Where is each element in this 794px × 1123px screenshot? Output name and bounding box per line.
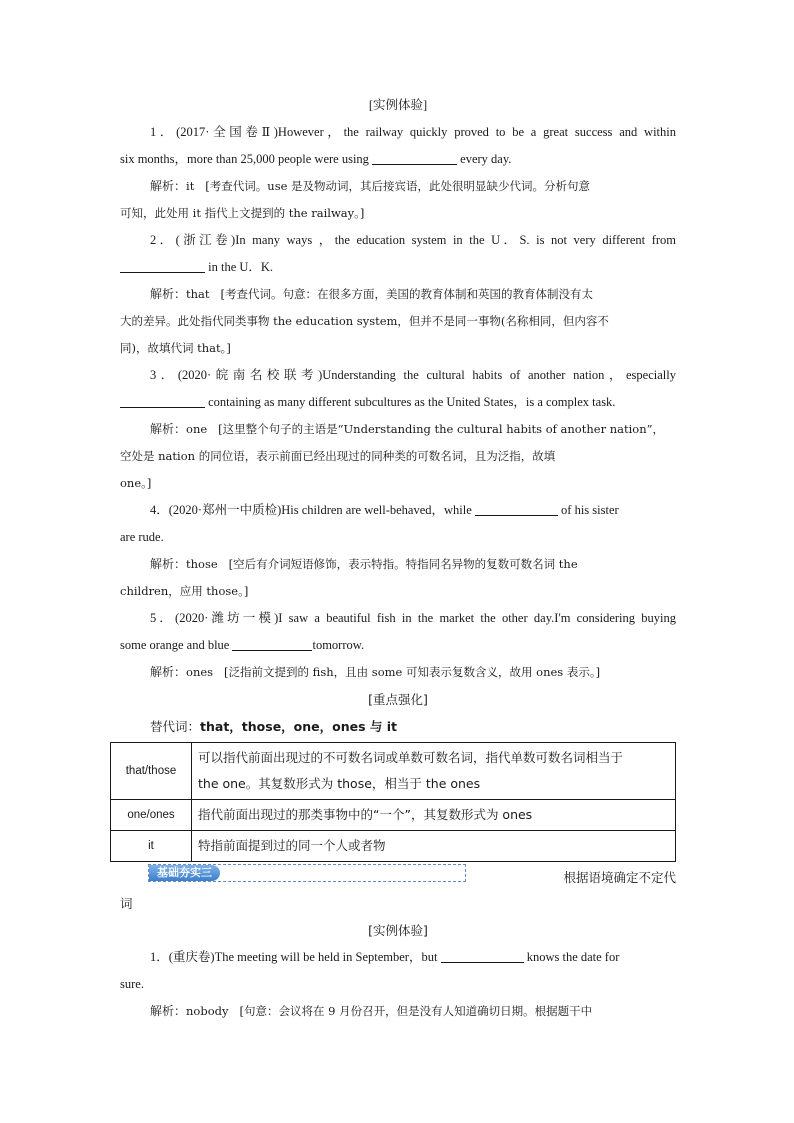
answer-blank[interactable] — [232, 636, 312, 651]
answer-2-line-1: 解析：that [考查代词。句意：在很多方面，美国的教育体制和英国的教育体制没有太 — [150, 287, 593, 301]
question-1-line-1: 1．(2017·全国卷Ⅱ)However，the railway quickly proved to be a great success and within — [150, 125, 676, 139]
question-4-line-2: are rude. — [120, 530, 164, 544]
answer-1-line-2: 可知，此处用 it 指代上文提到的 the railway。] — [120, 206, 365, 220]
table-value: 指代前面出现过的那类事物中的“一个”，其复数形式为 ones — [192, 800, 676, 831]
section-badge: 基础夯实三 — [149, 865, 220, 881]
answer-5-line-1: 解析：ones [泛指前文提到的 fish，且由 some 可知表示复数含义，故用 ones 表示。] — [150, 665, 601, 679]
answer-word: one — [186, 422, 208, 436]
question-2-line-2: in the U．K. — [120, 254, 676, 281]
answer-3-line-1: 解析：one [这里整个句子的主语是“Understanding the cultural habits of another nation”， — [150, 422, 664, 436]
table-key: it — [111, 831, 192, 862]
answer-blank[interactable] — [120, 393, 205, 408]
answer-blank[interactable] — [120, 258, 205, 273]
answer-word: ones — [186, 665, 214, 679]
answer-blank[interactable] — [372, 150, 457, 165]
pronoun-title: 替代词：that，those，one，ones 与 it — [150, 719, 398, 734]
section-badge-frame — [148, 864, 466, 882]
table-row — [111, 743, 676, 800]
question-6-line-1: 1．(重庆卷)The meeting will be held in September，but knows the date for — [150, 950, 620, 964]
question-3-line-1: 3．(2020·皖南名校联考)Understanding the cultural habits of another nation，especially — [150, 368, 676, 382]
answer-word: that — [186, 287, 210, 301]
answer-word: nobody — [186, 1004, 229, 1018]
table-key: one/ones — [111, 800, 192, 831]
table-value: 特指前面提到过的同一个人或者物 — [192, 831, 676, 862]
section-title: 根据语境确定不定代 — [563, 870, 676, 885]
table-value: 可以指代前面出现过的不可数名词或单数可数名词，指代单数可数名词相当于 the one。其复数形式为 those，相当于 the ones — [192, 743, 676, 800]
table-row — [111, 831, 676, 862]
answer-4-line-2: children，应用 those。] — [120, 584, 249, 598]
answer-blank[interactable] — [441, 948, 524, 963]
question-2-line-1: 2．(浙江卷)In many ways ，the education system in the U．S. is not very different from — [150, 233, 676, 247]
document-page — [120, 92, 676, 1025]
section-header-examples-2: [实例体验] — [368, 923, 428, 938]
answer-3-line-3: one。] — [120, 476, 152, 490]
section-title-wrap: 词 — [120, 896, 133, 911]
answer-6-line-1: 解析：nobody [句意：会议将在 9 月份召开，但是没有人知道确切日期。根据题干中 — [150, 1004, 593, 1018]
answer-3-line-2: 空处是 nation 的同位语，表示前面已经出现过的同种类的可数名词，且为泛指，故填 — [120, 449, 556, 463]
question-1-line-2: six months，more than 25,000 people were using every day. — [120, 152, 512, 166]
answer-word: it — [186, 179, 195, 193]
question-6-line-2: sure. — [120, 977, 144, 991]
answer-2-line-2: 大的差异。此处指代同类事物 the education system，但并不是同一事物(名称相同，但内容不 — [120, 314, 609, 328]
answer-word: those — [186, 557, 218, 571]
question-5-line-2: some orange and blue tomorrow. — [120, 638, 365, 652]
answer-blank[interactable] — [475, 501, 558, 516]
section-banner — [120, 862, 676, 884]
question-5-line-1: 5．(2020·潍坊一模)I saw a beautiful fish in the market the other day.I'm considering buying — [150, 611, 676, 625]
table-key: that/those — [111, 743, 192, 800]
table-row — [111, 800, 676, 831]
answer-1-line-1: 解析：it [考查代词。use 是及物动词，其后接宾语，此处很明显缺少代词。分析句意 — [150, 179, 591, 193]
question-4-line-1: 4．(2020·郑州一中质检)His children are well-behaved，while of his sister — [150, 503, 619, 517]
question-3-line-2: containing as many different subcultures as the United States，is a complex task. — [120, 389, 676, 416]
section-header-examples: [实例体验] — [368, 98, 428, 112]
answer-4-line-1: 解析：those [空后有介词短语修饰，表示特指。特指同名异物的复数可数名词 the — [150, 557, 578, 571]
pronoun-table — [110, 742, 676, 862]
section-header-key-points: [重点强化] — [368, 692, 428, 707]
answer-2-line-3: 同)，故填代词 that。] — [120, 341, 231, 355]
